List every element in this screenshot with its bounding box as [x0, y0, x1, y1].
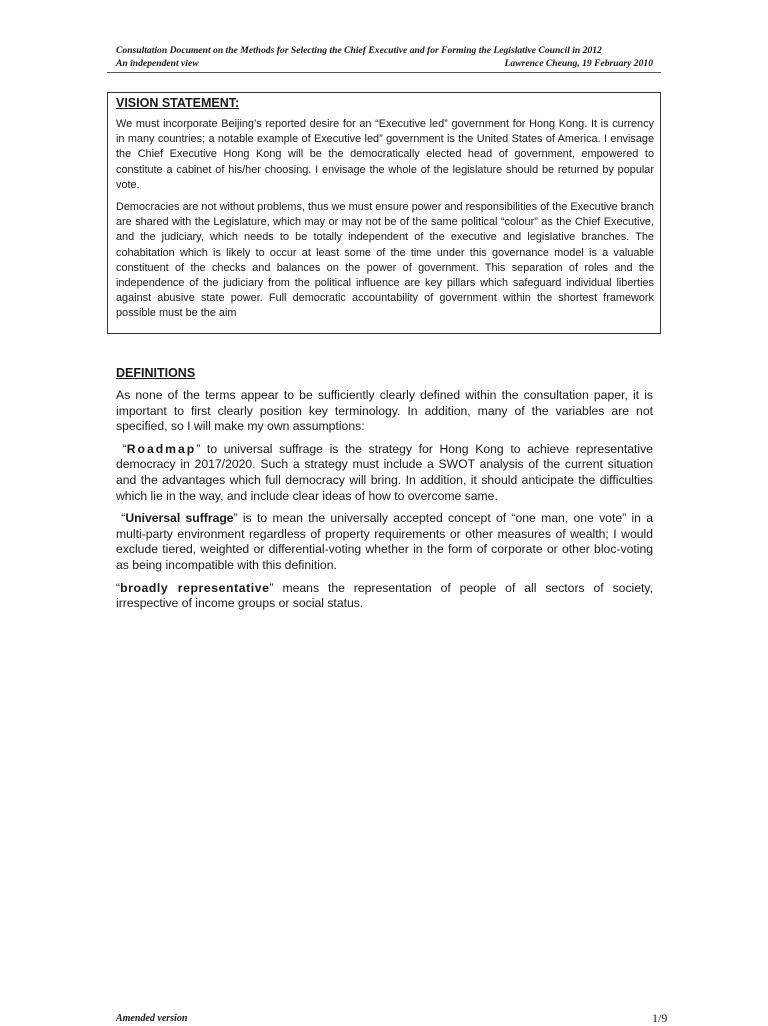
vision-paragraph-1: We must incorporate Beijing’s reported desire for an “Executive led” government for Hong Kong. It is currency in many countries; a notable example of Executive led” government is the United States of America. I envisage the Chief Executive Hong Kong will be the democratically elected head of government, empowered to constitute a cabinet of his/her choosing. I envisage the whole of the legislature should be returned by popular vote.	[116, 118, 654, 191]
term-broadly-representative: broadly representative	[120, 580, 270, 595]
definition-broadly-representative-text: ” means the representation of people of all sectors of society, irrespective of income groups or social status.	[116, 580, 653, 611]
definitions-intro: As none of the terms appear to be sufficiently clearly defined within the consultation paper, it is important to first clearly position key terminology. In addition, many of the variables are not specified, so I will make my own assumptions:	[116, 388, 653, 434]
page-header	[116, 44, 653, 70]
header-divider	[107, 72, 661, 73]
definitions-heading: DEFINITIONS	[116, 366, 196, 380]
definition-broadly-representative	[116, 581, 653, 612]
header-subtitle-row	[116, 57, 653, 70]
quote-open: “	[121, 511, 126, 526]
vision-statement-box	[107, 92, 661, 334]
definition-roadmap-text: ” to universal suffrage is the strategy for Hong Kong to achieve representative democracy in 2017/2020. Such a strategy must include a SWOT analysis of the current situation and the advantages which full democracy will bring. In addition, it should anticipate the difficulties which lie in the way, and include clear ideas of how to overcome same.	[116, 441, 653, 503]
definition-universal-suffrage-text: ” is to mean the universally accepted concept of “one man, one vote” in a multi-party environment regardless of property requirements or other measures of wealth; I would exclude tiered, weighted or differential-voting whether in the form of corporate or other bloc-voting as being incompatible with this definition.	[116, 511, 654, 572]
definition-universal-suffrage	[116, 511, 653, 573]
header-title-row	[116, 44, 653, 57]
term-universal-suffrage: Universal suffrage	[125, 511, 234, 526]
definition-roadmap	[116, 442, 653, 504]
author-date: Lawrence Cheung, 19 February 2010	[504, 58, 653, 69]
page-number: 1/9	[652, 1011, 668, 1025]
vision-statement-heading: VISION STATEMENT:	[116, 96, 240, 110]
document-subtitle: An independent view	[116, 58, 199, 69]
document-title: Consultation Document on the Methods for Selecting the Chief Executive and for Forming the Legislative Council in 2012	[116, 45, 602, 56]
footer-version: Amended version	[116, 1013, 188, 1024]
vision-paragraph-2: Democracies are not without problems, thus we must ensure power and responsibilities of the Executive branch are shared with the Legislature, which may or may not be of the same political “colour” as the Chief Executive, and the judiciary, which needs to be totally independent of the executive and legislative branches. The cohabitation which is likely to occur at least some of the time under this governance model is a valuable constituent of the checks and balances on the power of government. This separation of roles and the independence of the judiciary from the political influence are key pillars which safeguard individual liberties against abusive state power. Full democratic accountability of government within the shortest framework possible must be the aim	[116, 201, 654, 320]
quote-open: “	[116, 580, 121, 595]
term-roadmap: Roadmap	[126, 441, 197, 456]
quote-open: “	[122, 441, 127, 456]
definitions-section	[116, 366, 653, 619]
